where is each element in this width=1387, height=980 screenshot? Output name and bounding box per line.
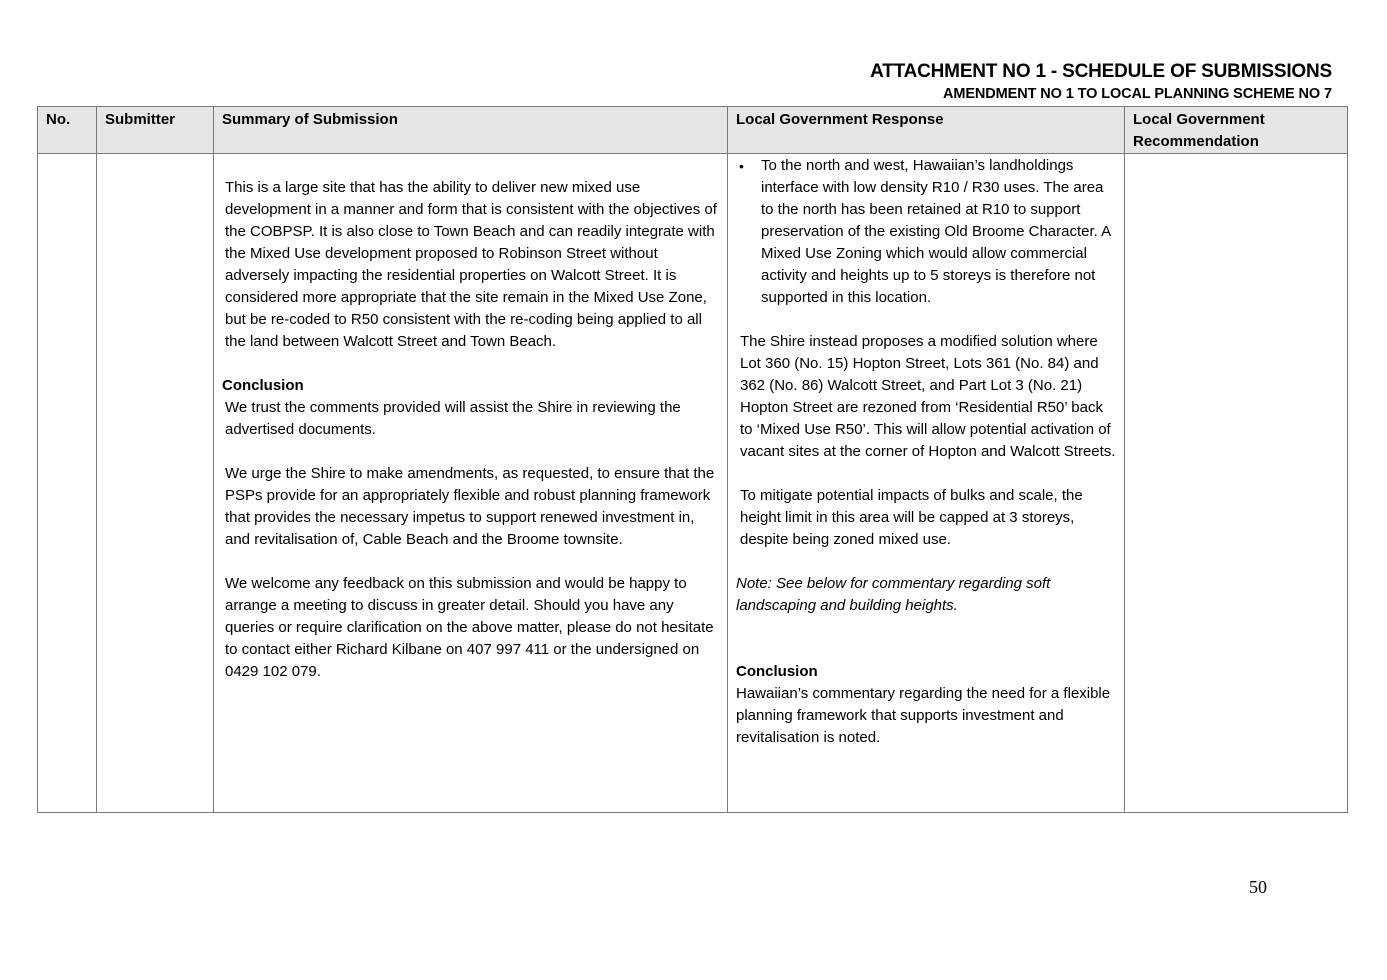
- column-header-submitter: Submitter: [97, 107, 214, 154]
- summary-conclusion-heading: Conclusion: [222, 377, 304, 394]
- document-title: ATTACHMENT NO 1 - SCHEDULE OF SUBMISSIONS: [870, 61, 1332, 82]
- response-bullet-item: [736, 155, 1116, 309]
- cell-summary: [214, 154, 728, 813]
- column-header-response: Local Government Response: [728, 107, 1125, 154]
- response-paragraph-1: The Shire instead proposes a modified solution where Lot 360 (No. 15) Hopton Street, Lots 361 (No. 84) and 362 (No. 86) Walcott Street, and Part Lot 3 (No. 21) Hopton Street are rezoned from ‘Residential R50’ back to ‘Mixed Use R50’. This will allow potential activation of vacant sites at the corner of Hopton and Walcott Streets.: [740, 333, 1116, 460]
- column-header-summary: Summary of Submission: [214, 107, 728, 154]
- column-header-recommendation: Local Government Recommendation: [1125, 107, 1348, 154]
- page-number: 50: [1249, 877, 1267, 897]
- table-row: [38, 154, 1348, 813]
- response-conclusion-heading: Conclusion: [736, 663, 818, 680]
- cell-submitter: [97, 154, 214, 813]
- table-header-row: [38, 107, 1348, 154]
- response-paragraph-2: To mitigate potential impacts of bulks and scale, the height limit in this area will be capped at 3 storeys, despite being zoned mixed use.: [740, 487, 1083, 548]
- column-header-no: No.: [38, 107, 97, 154]
- cell-recommendation: [1125, 154, 1348, 813]
- response-bullet-text: To the north and west, Hawaiian’s landholdings interface with low density R10 / R30 uses. The area to the north has been retained at R10 to support preservation of the existing Old Broome Character. A Mixed Use Zoning which would allow commercial activity and heights up to 5 storeys is therefore not supported in this location.: [761, 157, 1111, 306]
- summary-intro: This is a large site that has the ability to deliver new mixed use development in a manner and form that is consistent with the objectives of the COBPSP. It is also close to Town Beach and can readily integrate with the Mixed Use development proposed to Robinson Street without adversely impacting the residential properties on Walcott Street. It is considered more appropriate that the site remain in the Mixed Use Zone, but be re-coded to R50 consistent with the re-coding being applied to all the land between Walcott Street and Town Beach.: [225, 179, 717, 350]
- response-conclusion: Hawaiian’s commentary regarding the need for a flexible planning framework that supports investment and revitalisation is noted.: [736, 685, 1111, 746]
- summary-conclusion-3: We welcome any feedback on this submission and would be happy to arrange a meeting to discuss in greater detail. Should you have any queries or require clarification on the above matter, please do not hesitate to contact either Richard Kilbane on 407 997 411 or the undersigned on 0429 102 079.: [225, 575, 714, 680]
- summary-conclusion-1: We trust the comments provided will assist the Shire in reviewing the advertised documents.: [225, 399, 681, 438]
- document-header: [870, 60, 1332, 104]
- submissions-table: [37, 106, 1348, 813]
- cell-no: [38, 154, 97, 813]
- cell-response: [728, 154, 1125, 813]
- document-subtitle: AMENDMENT NO 1 TO LOCAL PLANNING SCHEME NO 7: [942, 86, 1332, 102]
- bullet-icon: •: [739, 158, 744, 174]
- response-note: Note: See below for commentary regarding soft landscaping and building heights.: [736, 575, 1051, 614]
- summary-conclusion-2: We urge the Shire to make amendments, as requested, to ensure that the PSPs provide for an appropriately flexible and robust planning framework that provides the necessary impetus to support renewed investment in, and revitalisation of, Cable Beach and the Broome townsite.: [225, 465, 715, 548]
